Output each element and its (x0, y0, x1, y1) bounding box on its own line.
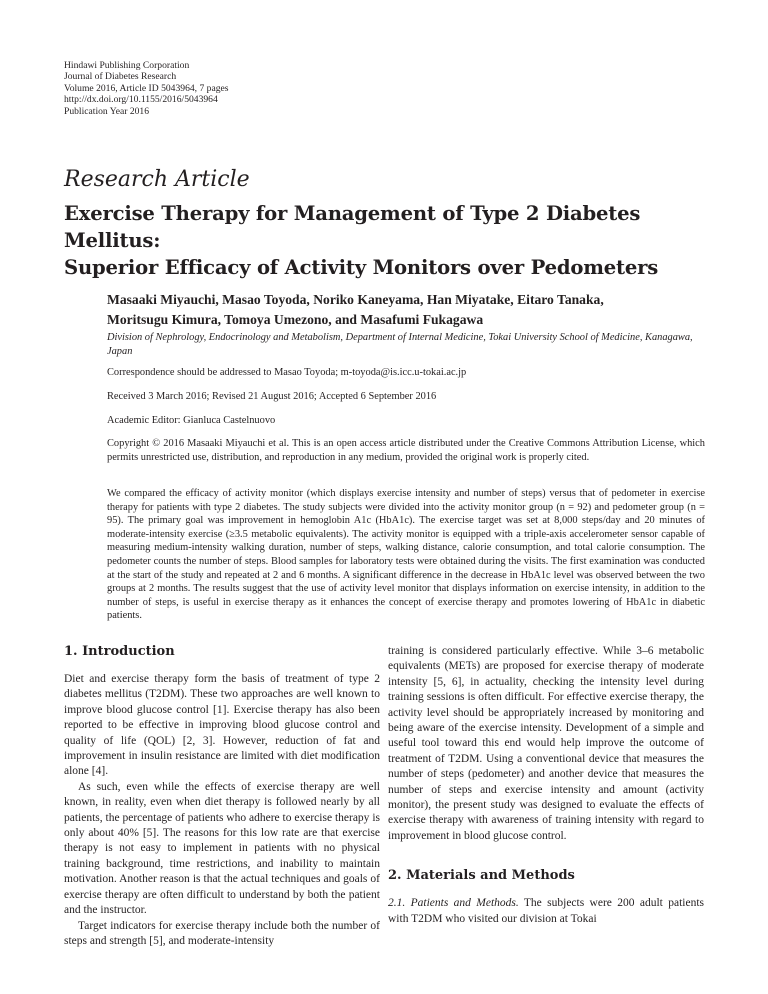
copyright-notice: Copyright © 2016 Masaaki Miyauchi et al. This is an open access article distributed under the Creative Commons Attribution License, which permits unrestricted use, distribution, and reproduction in any medium, provided the original work is properly cited. (107, 438, 705, 463)
year-line: Publication Year 2016 (64, 105, 150, 117)
authors-line-1: Masaaki Miyauchi, Masao Toyoda, Noriko Kaneyama, Han Miyatake, Eitaro Tanaka, (107, 292, 604, 307)
paragraph: Diet and exercise therapy form the basis of treatment of type 2 diabetes mellitus (T2DM). These two approaches are well known to improve blood glucose control [1]. Exercise therapy has also been reported to be effective in improving blood glucose control and quality of life (QOL) [2, 3]. However, reduction of fat and improvement in insulin resistance are limited with diet modification alone [4]. (64, 673, 380, 778)
article-type: Research Article (64, 167, 250, 192)
authors (107, 290, 705, 330)
right-column (388, 644, 704, 927)
journal-line: Journal of Diabetes Research (64, 71, 177, 83)
affiliation: Division of Nephrology, Endocrinology and Metabolism, Department of Internal Medicine, Tokai University School of Medicine, Kanagawa, Japan (107, 332, 693, 357)
paragraph-part: Target indicators for exercise therapy include both the number of steps and strength [5], and moderate-intensity (64, 919, 380, 947)
section-heading-methods: 2. Materials and Methods (388, 868, 575, 884)
authors-line-2: Moritsugu Kimura, Tomoya Umezono, and Masafumi Fukagawa (107, 312, 484, 327)
academic-editor: Academic Editor: Gianluca Castelnuovo (107, 415, 276, 426)
volume-line: Volume 2016, Article ID 5043964, 7 pages (64, 82, 229, 94)
publisher-info (64, 60, 229, 117)
paragraph (388, 896, 704, 927)
left-column (64, 644, 380, 949)
title-line-2: Superior Efficacy of Activity Monitors over Pedometers (64, 256, 659, 279)
correspondence: Correspondence should be addressed to Masao Toyoda; m-toyoda@is.icc.u-tokai.ac.jp (107, 367, 467, 378)
paragraph-continued (64, 919, 380, 950)
paragraph-text: The subjects were 200 adult patients with T2DM who visited our division at Tokai (388, 897, 704, 925)
paragraph-part: training is considered particularly effective. While 3–6 metabolic equivalents (METs) are proposed for exercise therapy of moderate intensity [5, 6], in actuality, checking the intensity level during training sessions is often difficult. For effective exercise therapy, the activity level should be appropriately increased by monitoring and being aware of the exercise intensity. Development of a simple and useful tool toward this end would help improve the outcome of treatment of T2DM. Using a conventional device that measures the number of steps (pedometer) and another device that measures the number of steps and exercise intensity and amount (activity monitor), the present study was designed to evaluate the effects of exercise therapy with awareness of training intensity with regard to improvement in blood glucose control. (388, 645, 704, 842)
paragraph: As such, even while the effects of exercise therapy are well known, in reality, even when diet therapy is followed nearly by all patients, the percentage of patients who adhere to exercise therapy is only about 40% [5]. The reasons for this low rate are that exercise therapy is not easy to implement in patients with no physical training background, time restrictions, and inability to maintain motivation. Another reason is that the actual techniques and goals of exercise therapy are often difficult to understand by both the patient and the instructor. (64, 780, 380, 917)
section-heading-introduction: 1. Introduction (64, 644, 175, 659)
paragraph-continuation (388, 644, 704, 844)
publisher-line: Hindawi Publishing Corporation (64, 60, 190, 71)
received-dates: Received 3 March 2016; Revised 21 August 2016; Accepted 6 September 2016 (107, 391, 437, 402)
abstract: We compared the efficacy of activity monitor (which displays exercise intensity and number of steps) versus that of pedometer in exercise therapy for patients with type 2 diabetes. The study subjects were divided into the activity monitor group (n = 92) and pedometer group (n = 95). The primary goal was improvement in hemoglobin A1c (HbA1c). The exercise target was set at 8,000 steps/day and 20 minutes of moderate-intensity exercise (≥3.5 metabolic equivalents). The activity monitor is equipped with a triple-axis accelerometer sensor capable of measuring medium-intensity walking duration, number of steps, walking distance, calorie consumption, and total calorie consumption. The pedometer counts the number of steps. Blood samples for laboratory tests were obtained during the visits. The first examination was conducted at the start of the study and repeated at 2 and 6 months. A significant difference in the decrease in HbA1c level was observed between the two groups at 2 months. The results suggest that the use of activity level monitor that displays information on exercise intensity, in addition to the number of steps, is useful in exercise therapy as it enhances the concept of exercise therapy and promotes lowering of HbA1c in diabetic patients. (107, 488, 705, 622)
doi-link[interactable]: http://dx.doi.org/10.1155/2016/5043964 (64, 94, 218, 106)
subsection-runin: 2.1. Patients and Methods. (388, 897, 519, 910)
article-title (64, 200, 724, 281)
title-line-1: Exercise Therapy for Management of Type 2 Diabetes Mellitus: (64, 202, 641, 252)
